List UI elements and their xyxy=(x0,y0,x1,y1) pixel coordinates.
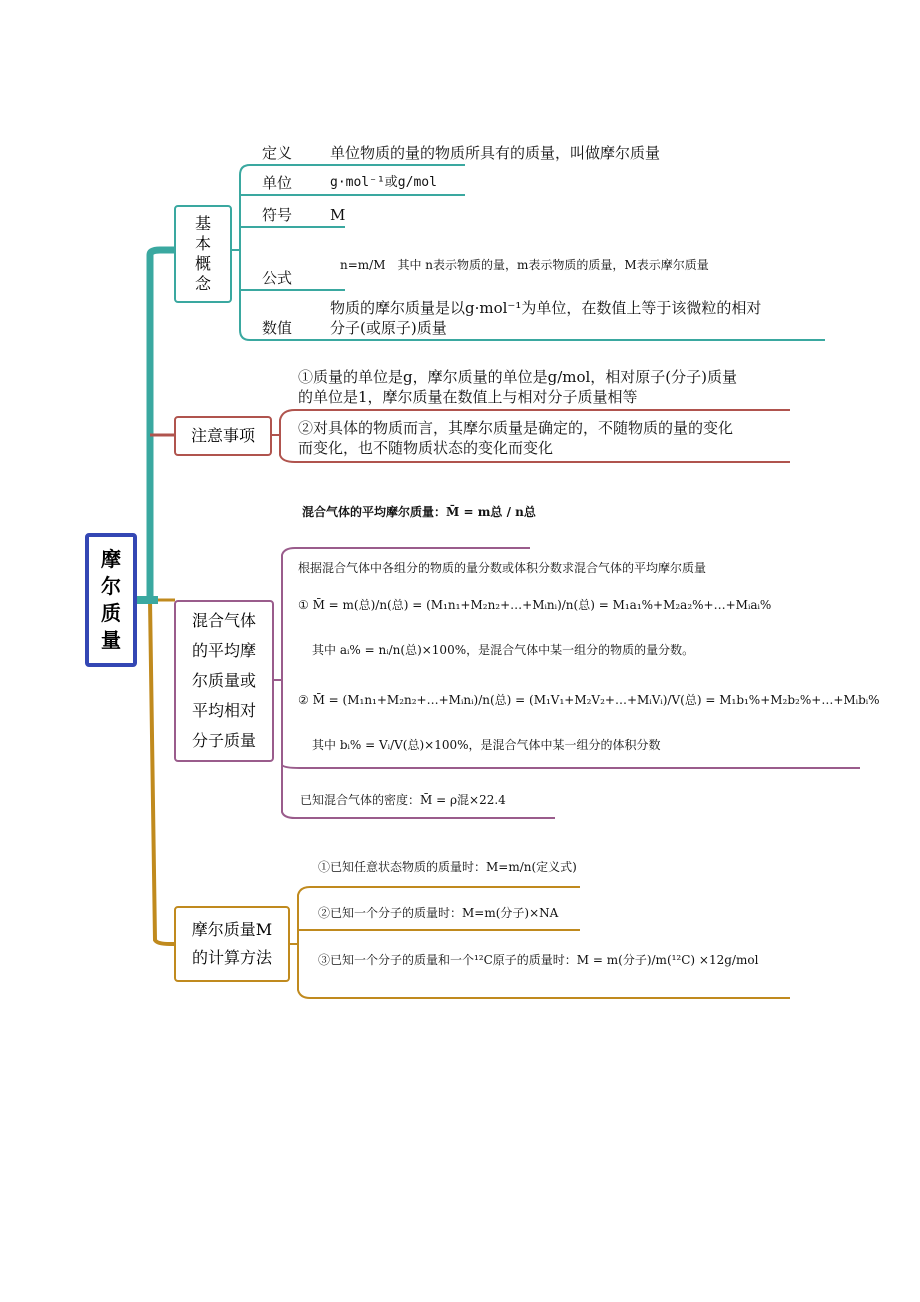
sym-val: M xyxy=(330,206,346,224)
value-key: 数值 xyxy=(262,319,293,337)
formula-val: n=m/M 其中 n表示物质的量，m表示物质的质量，M表示摩尔质量 xyxy=(340,258,709,272)
mix-line-1: 混合气体的平均摩尔质量：M̄ = m总 / n总 xyxy=(302,505,536,519)
mix-line-4: 其中 aᵢ% = nᵢ/n(总)×100%，是混合气体中某一组分的物质的量分数。 xyxy=(312,643,695,657)
basic-node xyxy=(174,205,232,303)
sym-key: 符号 xyxy=(262,206,293,224)
notes-node xyxy=(174,416,272,456)
mix-line-5: ② M̄ = (M₁n₁+M₂n₂+…+Mᵢnᵢ)/n(总) = (M₁V₁+M₂V₂+…+MᵢVᵢ)/V(总) = M₁b₁%+M₂b₂%+…+Mᵢbᵢ% xyxy=(298,693,880,707)
unit-val: g·mol⁻¹或g/mol xyxy=(330,175,437,190)
calc-label: 摩尔质量M的计算方法 xyxy=(191,920,273,967)
calc-node xyxy=(174,906,290,982)
value-val-2: 分子(或原子)质量 xyxy=(330,319,447,337)
mix-line-7: 已知混合气体的密度：M̄ = ρ混×22.4 xyxy=(300,793,506,807)
root-node xyxy=(85,533,137,667)
value-val-1: 物质的摩尔质量是以g·mol⁻¹为单位，在数值上等于该微粒的相对 xyxy=(330,299,762,317)
mix-node xyxy=(174,600,274,762)
mix-line-2: 根据混合气体中各组分的物质的量分数或体积分数求混合气体的平均摩尔质量 xyxy=(298,561,707,575)
note-line-2: 的单位是1，摩尔质量在数值上与相对分子质量相等 xyxy=(298,388,638,406)
def-key: 定义 xyxy=(262,144,293,162)
mix-line-3: ① M̄ = m(总)/n(总) = (M₁n₁+M₂n₂+…+Mᵢnᵢ)/n(总) = M₁a₁%+M₂a₂%+…+Mᵢaᵢ% xyxy=(298,598,772,612)
mix-label: 混合气体的平均摩尔质量或平均相对分子质量 xyxy=(191,611,256,750)
unit-key: 单位 xyxy=(262,174,293,192)
formula-key: 公式 xyxy=(262,269,293,287)
note-line-1: ①质量的单位是g，摩尔质量的单位是g/mol，相对原子(分子)质量 xyxy=(298,368,738,386)
note-line-4: 而变化，也不随物质状态的变化而变化 xyxy=(298,439,554,457)
root-label: 摩尔质量 xyxy=(101,547,121,652)
calc-line-2: ②已知一个分子的质量时：M=m(分子)×NA xyxy=(318,906,559,920)
def-val: 单位物质的量的物质所具有的质量，叫做摩尔质量 xyxy=(330,144,661,162)
calc-line-1: ①已知任意状态物质的质量时：M=m/n(定义式) xyxy=(318,860,577,874)
calc-line-3: ③已知一个分子的质量和一个¹²C原子的质量时：M = m(分子)/m(¹²C) ×12g/mol xyxy=(318,953,759,967)
mix-line-6: 其中 bᵢ% = Vᵢ/V(总)×100%，是混合气体中某一组分的体积分数 xyxy=(312,738,661,752)
notes-label: 注意事项 xyxy=(190,426,255,445)
note-line-3: ②对具体的物质而言，其摩尔质量是确定的，不随物质的量的变化 xyxy=(298,419,734,437)
basic-label: 基本概念 xyxy=(194,214,211,293)
